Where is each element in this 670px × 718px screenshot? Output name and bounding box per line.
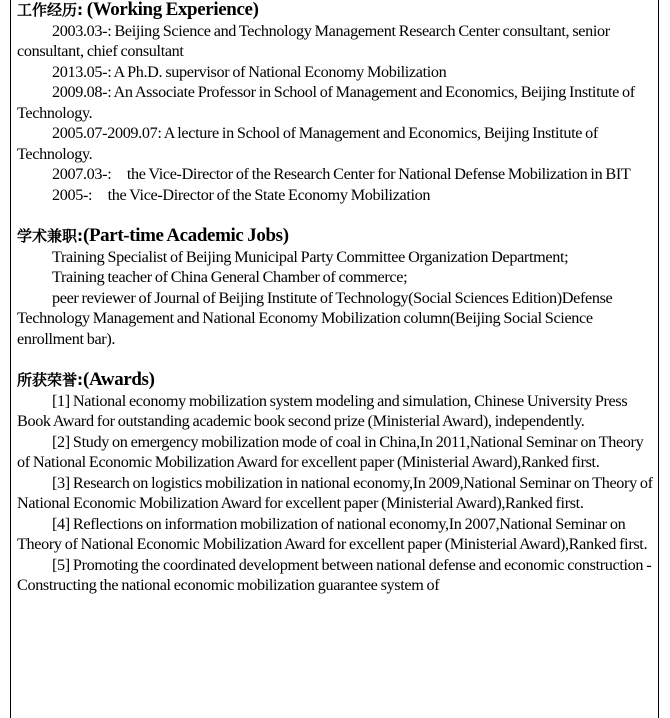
section-title-part-time-jobs xyxy=(17,226,654,247)
work-entry: 2005.07-2009.07: A lecture in School of Management and Economics, Beijing Institute of Technology. xyxy=(17,124,598,163)
section-title-working-experience xyxy=(17,0,654,21)
section-title-cn: 工作经历: xyxy=(17,1,83,19)
document-frame xyxy=(10,0,659,718)
section-working-experience xyxy=(17,0,654,205)
section-awards xyxy=(17,370,654,596)
work-entry: 2009.08-: An Associate Professor in School of Management and Economics, Beijing Institute of Technology. xyxy=(17,83,635,122)
award-entry: [5] Promoting the coordinated development between national defense and economic construction - Constructing the national economic mobilization guarantee system of xyxy=(17,555,652,594)
job-entry: Training teacher of China General Chamber of commerce; xyxy=(52,268,408,286)
section-part-time-jobs xyxy=(17,226,654,349)
section-title-en: (Awards) xyxy=(83,369,155,390)
award-entry: [2] Study on emergency mobilization mode of coal in China,In 2011,National Seminar on Theory of National Economic Mobilization Award for excellent paper (Ministerial Award),Ranked first. xyxy=(17,432,644,471)
job-entry: peer reviewer of Journal of Beijing Institute of Technology(Social Sciences Edition)Defense Technology Management and National Economy Mobilization column(Beijing Social Science enrollment bar). xyxy=(17,288,613,348)
award-entry: [4] Reflections on information mobilization of national economy,In 2007,National Seminar on Theory of National Economic Mobilization Award for excellent paper (Ministerial Award),Ranked first. xyxy=(17,514,648,553)
award-entry: [1] National economy mobilization system modeling and simulation, Chinese University Press Book Award for outstanding academic book second prize (Ministerial Award), independently. xyxy=(17,391,628,430)
work-entry: 2013.05-: A Ph.D. supervisor of National Economy Mobilization xyxy=(52,62,447,81)
document-body xyxy=(17,0,654,596)
section-spacer xyxy=(17,349,654,370)
section-title-awards xyxy=(17,370,654,391)
work-entry: 2005-: the Vice-Director of the State Economy Mobilization xyxy=(52,185,431,204)
section-spacer xyxy=(17,205,654,226)
work-entry: 2007.03-: the Vice-Director of the Research Center for National Defense Mobilization in BIT xyxy=(52,165,631,183)
section-title-cn: 所获荣誉: xyxy=(17,371,83,389)
work-entry: 2003.03-: Beijing Science and Technology Management Research Center consultant, senior consultant, chief consultant xyxy=(17,21,610,60)
section-title-cn: 学术兼职: xyxy=(17,227,83,245)
award-entry: [3] Research on logistics mobilization in national economy,In 2009,National Seminar on Theory of National Economic Mobilization Award for excellent paper (Ministerial Award),Ranked first. xyxy=(17,473,653,512)
section-title-en: (Part-time Academic Jobs) xyxy=(83,225,289,246)
section-title-en: (Working Experience) xyxy=(83,0,259,20)
job-entry: Training Specialist of Beijing Municipal Party Committee Organization Department; xyxy=(52,247,569,266)
